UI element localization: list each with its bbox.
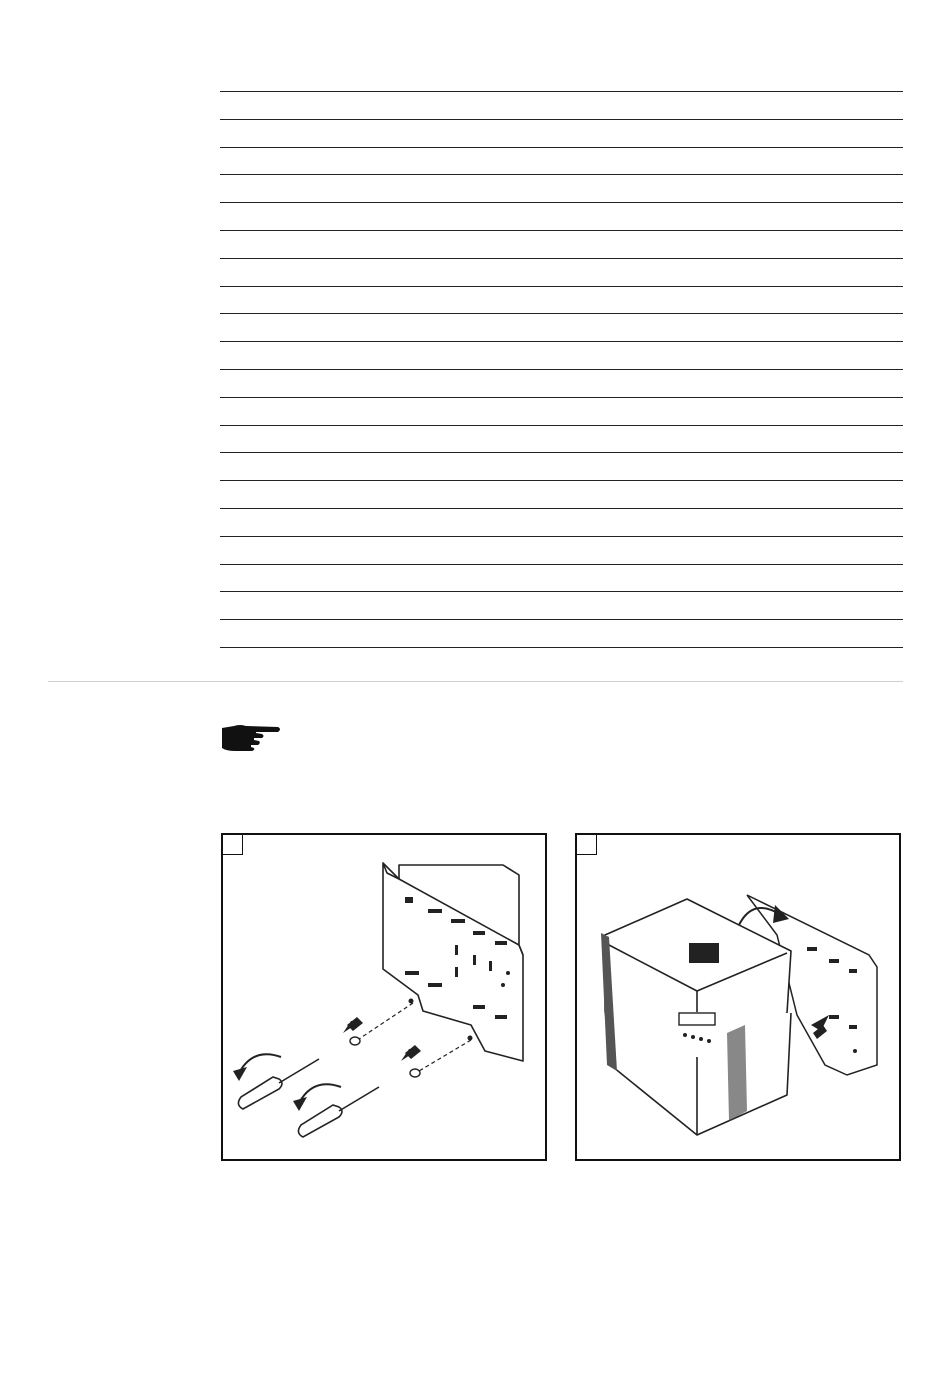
- ruled-line: [220, 258, 903, 259]
- ruled-line: [220, 397, 903, 398]
- ruled-line: [220, 91, 903, 92]
- ruled-line: [220, 619, 903, 620]
- ruled-line: [220, 341, 903, 342]
- ruled-line: [220, 508, 903, 509]
- device-bracket-illustration: [577, 835, 899, 1159]
- section-divider: [48, 681, 903, 682]
- ruled-line: [220, 369, 903, 370]
- ruled-line: [220, 119, 903, 120]
- ruled-line: [220, 230, 903, 231]
- ruled-line: [220, 313, 903, 314]
- ruled-line: [220, 564, 903, 565]
- figure-mount-device: [575, 833, 901, 1161]
- pointing-hand-icon: [220, 722, 282, 752]
- ruled-line: [220, 480, 903, 481]
- ruled-line: [220, 425, 903, 426]
- ruled-line: [220, 452, 903, 453]
- ruled-line: [220, 147, 903, 148]
- ruled-line: [220, 202, 903, 203]
- ruled-line: [220, 591, 903, 592]
- ruled-line: [220, 174, 903, 175]
- ruled-line: [220, 647, 903, 648]
- figure-mount-bolts: [221, 833, 547, 1161]
- bracket-screwdriver-illustration: [223, 835, 545, 1159]
- ruled-line: [220, 286, 903, 287]
- ruled-line: [220, 536, 903, 537]
